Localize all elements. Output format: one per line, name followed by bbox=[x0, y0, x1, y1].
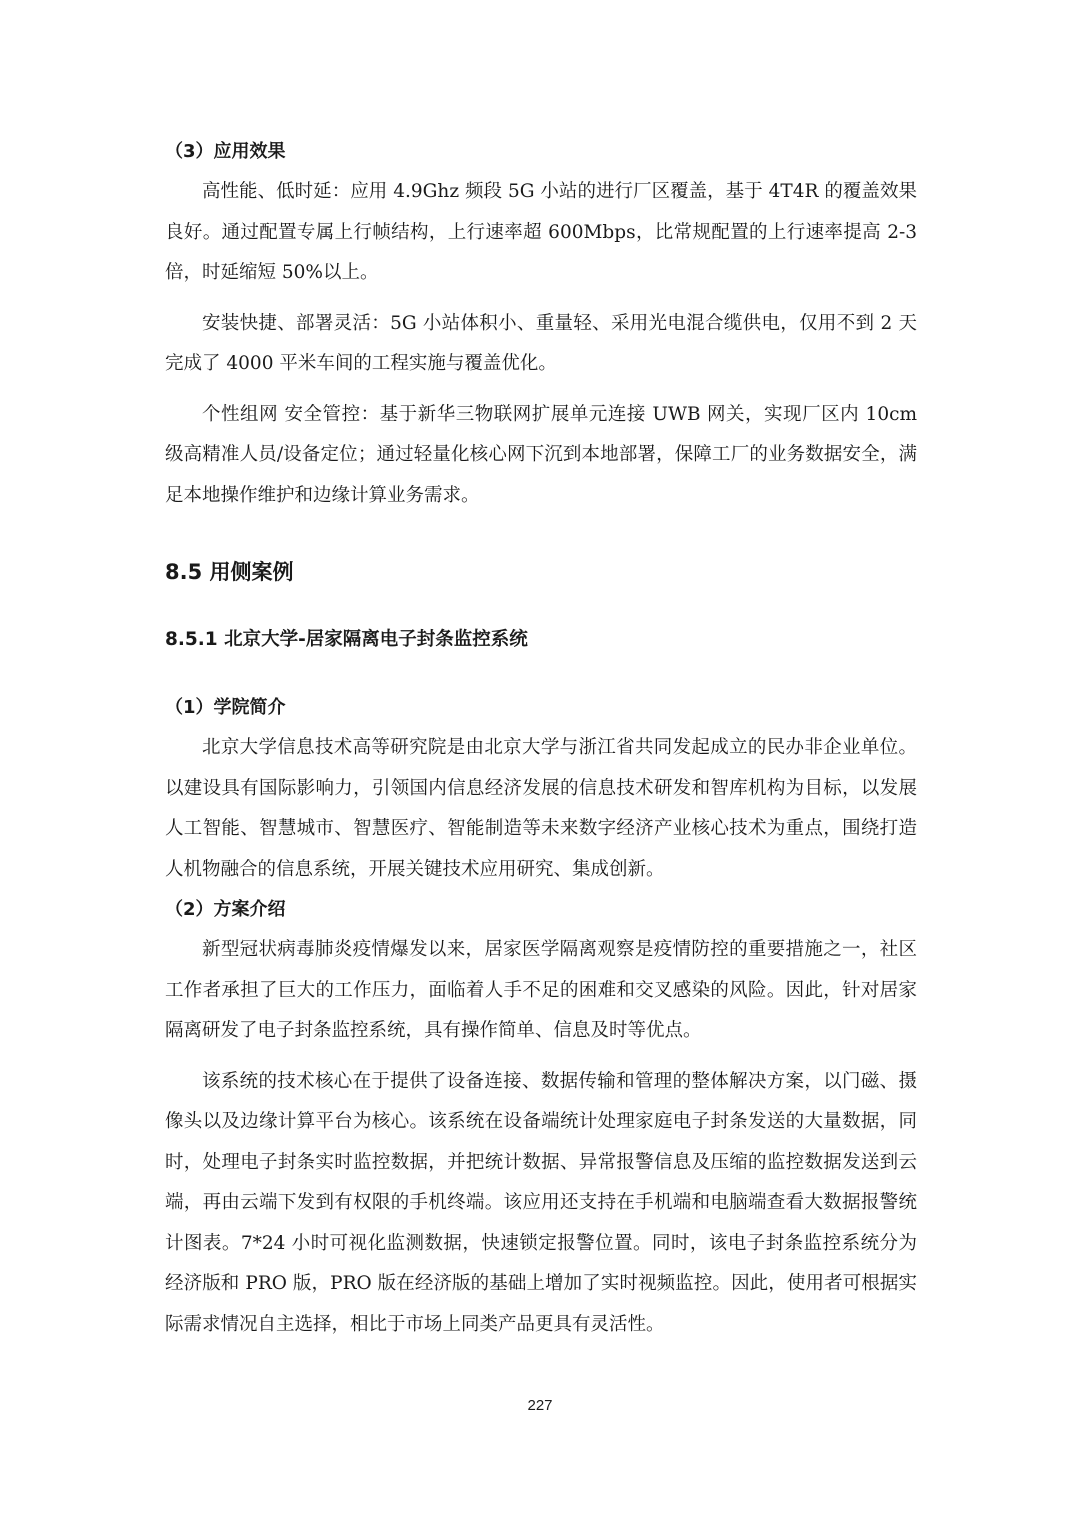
solution-intro-heading: （2）方案介绍 bbox=[165, 899, 286, 920]
solution-technical-paragraph: 该系统的技术核心在于提供了设备连接、数据传输和管理的整体解决方案，以门磁、摄像头以及边缘计算平台为核心。该系统在设备端统计处理家庭电子封条发送的大量数据，同时，处理电子封条实时监控数据，并把统计数据、异常报警信息及压缩的监控数据发送到云端，再由云端下发到有权限的手机终端。该应用还支持在手机端和电脑端查看大数据报警统计图表。7*24 小时可视化监测数据，快速锁定报警位置。同时，该电子封条监控系统分为经济版和 PRO 版，PRO 版在经济版的基础上增加了实时视频监控。因此，使用者可根据实际需求情况自主选择，相比于市场上同类产品更具有灵活性。 bbox=[165, 1070, 917, 1335]
section-8-5-heading: 8.5 用侧案例 bbox=[165, 560, 294, 584]
solution-background-paragraph: 新型冠状病毒肺炎疫情爆发以来，居家医学隔离观察是疫情防控的重要措施之一，社区工作者承担了巨大的工作压力，面临着人手不足的困难和交叉感染的风险。因此，针对居家隔离研发了电子封条监控系统，具有操作简单、信息及时等优点。 bbox=[165, 939, 917, 1041]
effect-networking-paragraph: 个性组网 安全管控：基于新华三物联网扩展单元连接 UWB 网关，实现厂区内 10cm 级高精准人员/设备定位；通过轻量化核心网下沉到本地部署，保障工厂的业务数据安全，满足本地操作维护和边缘计算业务需求。 bbox=[165, 403, 917, 506]
effect-installation-paragraph: 安装快捷、部署灵活：5G 小站体积小、重量轻、采用光电混合缆供电，仅用不到 2 天完成了 4000 平米车间的工程实施与覆盖优化。 bbox=[165, 312, 917, 374]
section-8-5-1-heading: 8.5.1 北京大学-居家隔离电子封条监控系统 bbox=[165, 629, 528, 650]
institute-intro-heading: （1）学院简介 bbox=[165, 697, 286, 718]
application-effect-heading: （3）应用效果 bbox=[165, 141, 286, 162]
page-content bbox=[165, 132, 917, 1345]
effect-performance-paragraph: 高性能、低时延：应用 4.9Ghz 频段 5G 小站的进行厂区覆盖，基于 4T4R 的覆盖效果良好。通过配置专属上行帧结构，上行速率超 600Mbps，比常规配置的上行速率提高 2-3 倍，时延缩短 50%以上。 bbox=[165, 181, 917, 283]
page-number: 227 bbox=[527, 1397, 553, 1414]
institute-intro-paragraph: 北京大学信息技术高等研究院是由北京大学与浙江省共同发起成立的民办非企业单位。以建设具有国际影响力，引领国内信息经济发展的信息技术研发和智库机构为目标，以发展人工智能、智慧城市、智慧医疗、智能制造等未来数字经济产业核心技术为重点，围绕打造人机物融合的信息系统，开展关键技术应用研究、集成创新。 bbox=[165, 737, 917, 880]
